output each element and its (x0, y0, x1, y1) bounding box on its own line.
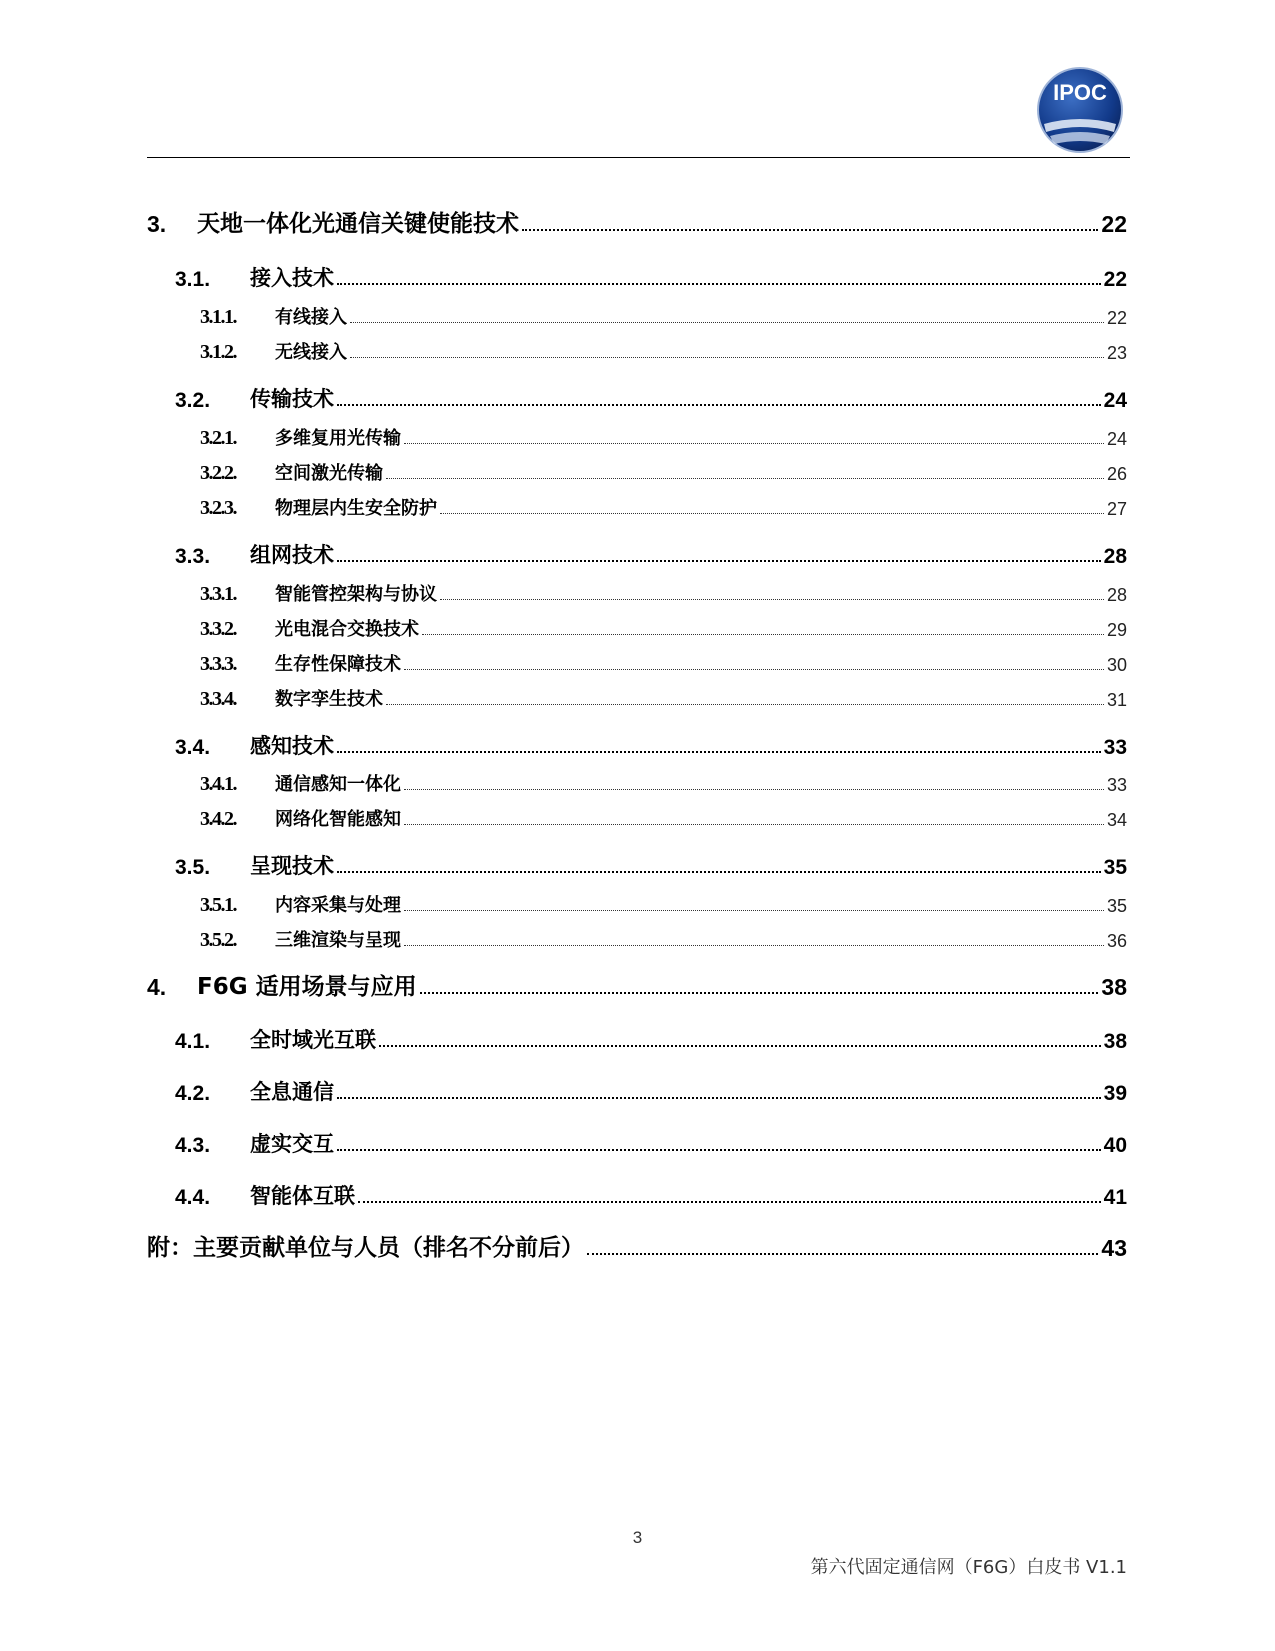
toc-entry-number: 3. (147, 211, 167, 237)
toc-entry-page: 24 (1106, 429, 1127, 449)
toc-entry-number: 3.3.2. (200, 618, 236, 640)
toc-entry-title: 感知技术 (250, 734, 334, 758)
toc-entry-number: 4.2. (175, 1082, 211, 1105)
toc-entry[interactable] (147, 1228, 1127, 1262)
toc-entry[interactable] (147, 258, 1127, 292)
toc-dot-leader (337, 404, 1101, 406)
toc-dot-leader (386, 478, 1104, 479)
toc-entry-title: 智能管控架构与协议 (275, 584, 437, 605)
toc-entry-number: 3.5.1. (200, 894, 236, 916)
toc-dot-leader (422, 634, 1104, 635)
toc-entry-page: 27 (1106, 499, 1127, 519)
logo-text: IPOC (1053, 80, 1107, 105)
toc-entry-title: 智能体互联 (250, 1184, 355, 1208)
toc-entry-title: 内容采集与处理 (275, 895, 401, 916)
toc-entry[interactable] (147, 572, 1127, 606)
toc-entry-title: 光电混合交换技术 (275, 619, 419, 640)
toc-dot-leader (404, 910, 1104, 911)
toc-entry-title: 全时域光互联 (250, 1028, 376, 1052)
toc-dot-leader (350, 357, 1104, 358)
toc-entry-number: 3.4.1. (200, 773, 236, 795)
toc-entry-title: 数字孪生技术 (275, 689, 383, 710)
toc-dot-leader (386, 704, 1104, 705)
toc-entry-page: 22 (1106, 308, 1127, 328)
toc-entry-title: 天地一体化光通信关键使能技术 (197, 211, 519, 237)
toc-dot-leader (337, 1149, 1101, 1151)
toc-dot-leader (337, 560, 1101, 562)
toc-entry[interactable] (147, 1124, 1127, 1158)
toc-entry-number: 3.2.2. (200, 462, 236, 484)
toc-entry-page: 38 (1103, 1030, 1127, 1053)
toc-entry-number: 4.3. (175, 1134, 211, 1157)
toc-entry[interactable] (147, 1020, 1127, 1054)
toc-entry-title: 组网技术 (250, 543, 334, 567)
toc-entry-page: 28 (1106, 585, 1127, 605)
toc-entry-title: 附：主要贡献单位与人员（排名不分前后） (147, 1235, 584, 1261)
toc-entry-title: 物理层内生安全防护 (275, 498, 437, 519)
toc-entry-title: 全息通信 (250, 1080, 334, 1104)
toc-entry[interactable] (147, 1176, 1127, 1210)
toc-dot-leader (358, 1201, 1101, 1203)
toc-dot-leader (337, 871, 1101, 873)
toc-entry-number: 4.4. (175, 1186, 211, 1209)
toc-entry[interactable] (147, 379, 1127, 413)
toc-entry-number: 3.1. (175, 268, 211, 291)
toc-entry[interactable] (147, 486, 1127, 520)
toc-entry[interactable] (147, 1072, 1127, 1106)
toc-entry[interactable] (147, 677, 1127, 711)
toc-entry-page: 23 (1106, 343, 1127, 363)
toc-entry[interactable] (147, 204, 1127, 238)
toc-entry[interactable] (147, 330, 1127, 364)
toc-entry-number: 3.3.3. (200, 653, 236, 675)
toc-entry[interactable] (147, 967, 1127, 1001)
toc-entry-page: 40 (1103, 1134, 1127, 1157)
toc-entry-title: 多维复用光传输 (275, 428, 401, 449)
toc-entry-page: 28 (1103, 545, 1127, 568)
toc-entry-title: F6G 适用场景与应用 (197, 974, 417, 1000)
toc-entry-number: 3.2.1. (200, 427, 236, 449)
toc-dot-leader (404, 824, 1104, 825)
toc-entry-number: 3.5.2. (200, 929, 236, 951)
toc-dot-leader (404, 443, 1104, 444)
toc-entry-title: 有线接入 (275, 307, 347, 328)
toc-entry[interactable] (147, 416, 1127, 450)
toc-entry[interactable] (147, 918, 1127, 952)
toc-entry-page: 41 (1103, 1186, 1127, 1209)
toc-entry-title: 空间激光传输 (275, 463, 383, 484)
toc-dot-leader (337, 751, 1101, 753)
toc-entry-number: 3.3.1. (200, 583, 236, 605)
toc-dot-leader (440, 599, 1104, 600)
toc-entry-page: 39 (1103, 1082, 1127, 1105)
toc-entry-title: 三维渲染与呈现 (275, 930, 401, 951)
toc-dot-leader (379, 1045, 1101, 1047)
toc-entry-number: 3.3. (175, 545, 211, 568)
toc-dot-leader (350, 322, 1104, 323)
toc-entry-title: 网络化智能感知 (275, 809, 401, 830)
toc-entry[interactable] (147, 883, 1127, 917)
toc-entry-number: 3.1.2. (200, 341, 236, 363)
toc-entry-page: 35 (1106, 896, 1127, 916)
toc-entry-title: 呈现技术 (250, 854, 334, 878)
toc-entry-page: 29 (1106, 620, 1127, 640)
toc-entry-number: 3.2.3. (200, 497, 236, 519)
toc-entry-page: 43 (1101, 1235, 1127, 1261)
footer-doc-title: 第六代固定通信网（F6G）白皮书 V1.1 (810, 1557, 1127, 1578)
toc-entry-page: 24 (1103, 389, 1127, 412)
toc-entry-page: 31 (1106, 690, 1127, 710)
toc-entry[interactable] (147, 726, 1127, 760)
toc-entry-title: 无线接入 (275, 342, 347, 363)
toc-entry-page: 33 (1106, 775, 1127, 795)
toc-entry-page: 36 (1106, 931, 1127, 951)
toc-entry-page: 26 (1106, 464, 1127, 484)
toc-entry-page: 22 (1101, 211, 1127, 237)
toc-entry-number: 3.3.4. (200, 688, 236, 710)
toc-entry-title: 生存性保障技术 (275, 654, 401, 675)
toc-entry-title: 传输技术 (250, 387, 334, 411)
toc-entry-title: 接入技术 (250, 266, 334, 290)
toc-entry[interactable] (147, 607, 1127, 641)
toc-dot-leader (404, 945, 1104, 946)
toc-dot-leader (337, 283, 1101, 285)
toc-dot-leader (440, 513, 1104, 514)
page-number: 3 (632, 1528, 643, 1547)
toc-entry-title: 通信感知一体化 (275, 774, 401, 795)
toc-dot-leader (337, 1097, 1101, 1099)
toc-dot-leader (587, 1253, 1098, 1255)
toc-dot-leader (404, 669, 1104, 670)
toc-dot-leader (522, 229, 1098, 231)
toc-entry-page: 33 (1103, 736, 1127, 759)
toc-entry-page: 35 (1103, 856, 1127, 879)
toc-entry-number: 4.1. (175, 1030, 211, 1053)
toc-entry[interactable] (147, 642, 1127, 676)
toc-entry[interactable] (147, 846, 1127, 880)
toc-entry[interactable] (147, 451, 1127, 485)
toc-entry-page: 34 (1106, 810, 1127, 830)
toc-dot-leader (404, 789, 1104, 790)
toc-entry[interactable] (147, 797, 1127, 831)
toc-entry-number: 3.4. (175, 736, 211, 759)
toc-entry-number: 3.5. (175, 856, 211, 879)
toc-entry[interactable] (147, 535, 1127, 569)
toc-entry-page: 22 (1103, 268, 1127, 291)
toc-dot-leader (420, 992, 1099, 994)
toc-entry-title: 虚实交互 (250, 1132, 334, 1156)
toc-entry[interactable] (147, 762, 1127, 796)
toc-entry-page: 38 (1101, 974, 1127, 1000)
toc-entry[interactable] (147, 295, 1127, 329)
toc-entry-number: 3.2. (175, 389, 211, 412)
toc-entry-number: 3.4.2. (200, 808, 236, 830)
toc-entry-number: 3.1.1. (200, 306, 236, 328)
toc-entry-page: 30 (1106, 655, 1127, 675)
toc-entry-number: 4. (147, 974, 167, 1000)
